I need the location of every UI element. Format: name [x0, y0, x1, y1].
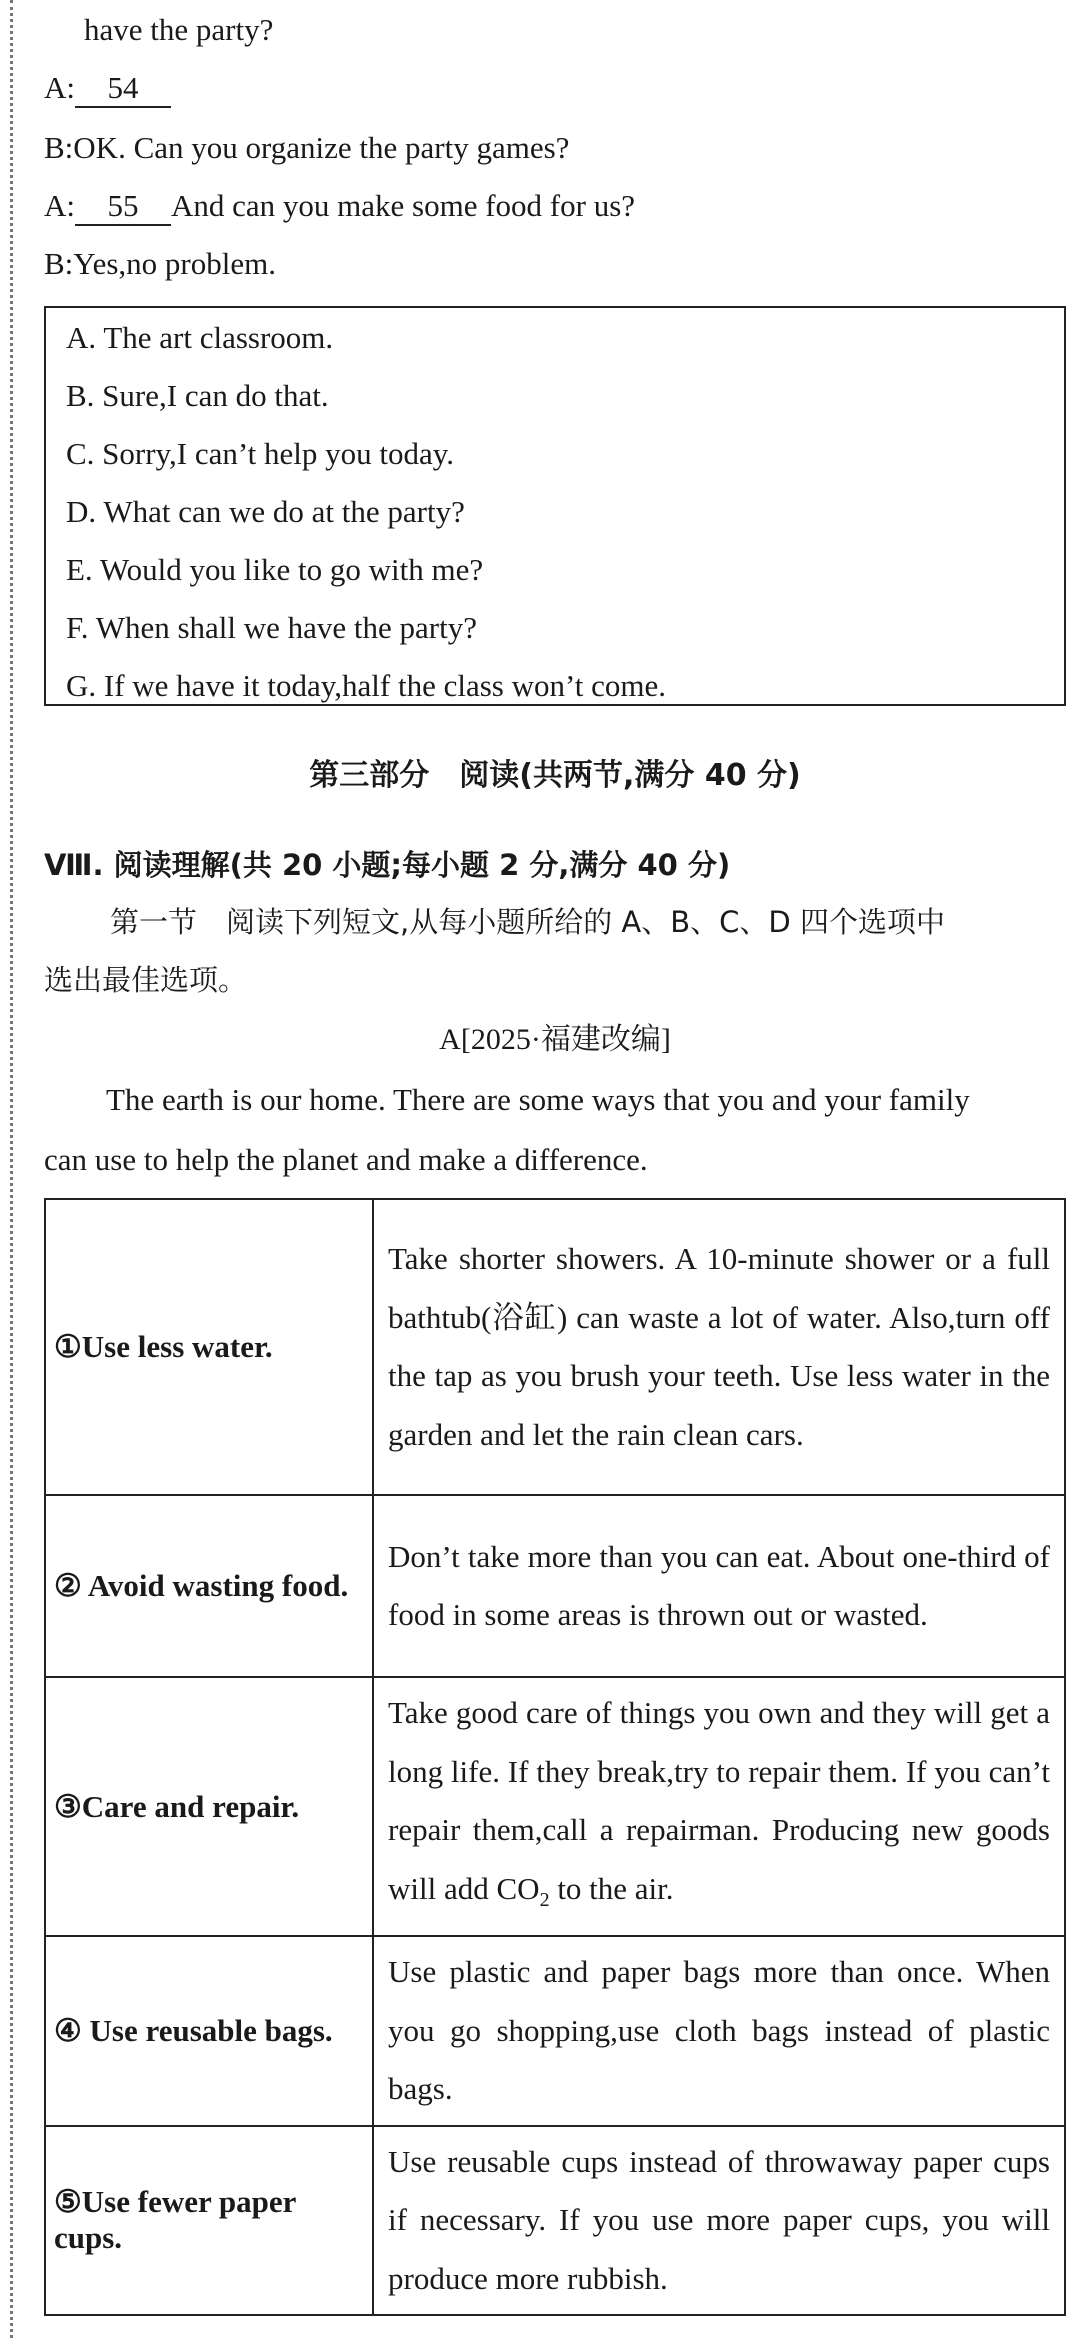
instruction-line-1: 第一节 阅读下列短文,从每小题所给的 A、B、C、D 四个选项中	[110, 905, 945, 939]
part3-title: 第三部分 阅读(共两节,满分 40 分)	[309, 758, 801, 793]
blank-55: 55	[75, 188, 171, 226]
table-row	[45, 1495, 1065, 1677]
row-content: Don’t take more than you can eat. About one-third of food in some areas is thrown out or wasted.	[373, 1495, 1065, 1677]
co2-subscript: 2	[539, 1888, 550, 1911]
row-heading: ③Care and repair.	[45, 1677, 373, 1936]
instruction-line-2: 选出最佳选项。	[44, 963, 248, 997]
row-content: Use reusable cups instead of throwaway paper cups if necessary. If you use more paper cups, you will produce more rubbish.	[373, 2126, 1065, 2316]
option-d: D. What can we do at the party?	[66, 494, 465, 529]
table-row	[45, 1677, 1065, 1936]
option-a: A. The art classroom.	[66, 320, 334, 355]
section-8-title: Ⅷ. 阅读理解(共 20 小题;每小题 2 分,满分 40 分)	[44, 848, 731, 882]
tips-table	[44, 1198, 1066, 2316]
option-c: C. Sorry,I can’t help you today.	[66, 436, 454, 471]
intro-line-2: can use to help the planet and make a difference.	[44, 1142, 648, 1177]
dialogue-a-54	[44, 66, 171, 110]
option-e: E. Would you like to go with me?	[66, 552, 484, 587]
option-f: F. When shall we have the party?	[66, 610, 478, 645]
dialogue-b-1: B:OK. Can you organize the party games?	[44, 130, 570, 165]
row-content: Take shorter showers. A 10-minute shower or a full bathtub(浴缸) can waste a lot of water. Also,turn off the tap as you brush your teeth. Use less water in the garden and let the rain clean cars.	[373, 1199, 1065, 1495]
dialogue-line-1: have the party?	[84, 12, 274, 47]
row-heading: ⑤Use fewer paper cups.	[45, 2126, 373, 2316]
speaker-a: A:	[44, 188, 75, 223]
speaker-a: A:	[44, 70, 75, 105]
options-box	[44, 306, 1066, 706]
dialogue-b-2: B:Yes,no problem.	[44, 246, 276, 281]
dialogue-a-55	[44, 184, 635, 228]
row-content-text-end: to the air.	[549, 1870, 674, 1906]
passage-label: A[2025·福建改编]	[439, 1023, 671, 1056]
dotted-margin-line	[10, 0, 13, 2338]
blank-54: 54	[75, 70, 171, 108]
row-heading: ④ Use reusable bags.	[45, 1936, 373, 2126]
row-heading: ② Avoid wasting food.	[45, 1495, 373, 1677]
option-g: G. If we have it today,half the class won’t come.	[66, 668, 667, 703]
option-b: B. Sure,I can do that.	[66, 378, 329, 413]
row-content	[373, 1677, 1065, 1936]
row-content-text: Take good care of things you own and they will get a long life. If they break,try to repair them. If you can’t repair them,call a repairman. Producing new goods will add CO	[388, 1695, 1050, 1906]
table-row	[45, 1199, 1065, 1495]
dialogue-a-55-rest: And can you make some food for us?	[171, 188, 636, 223]
table-row	[45, 1936, 1065, 2126]
row-content: Use plastic and paper bags more than once. When you go shopping,use cloth bags instead of plastic bags.	[373, 1936, 1065, 2126]
row-heading: ①Use less water.	[45, 1199, 373, 1495]
table-row	[45, 2126, 1065, 2316]
intro-line-1: The earth is our home. There are some ways that you and your family	[106, 1082, 970, 1117]
